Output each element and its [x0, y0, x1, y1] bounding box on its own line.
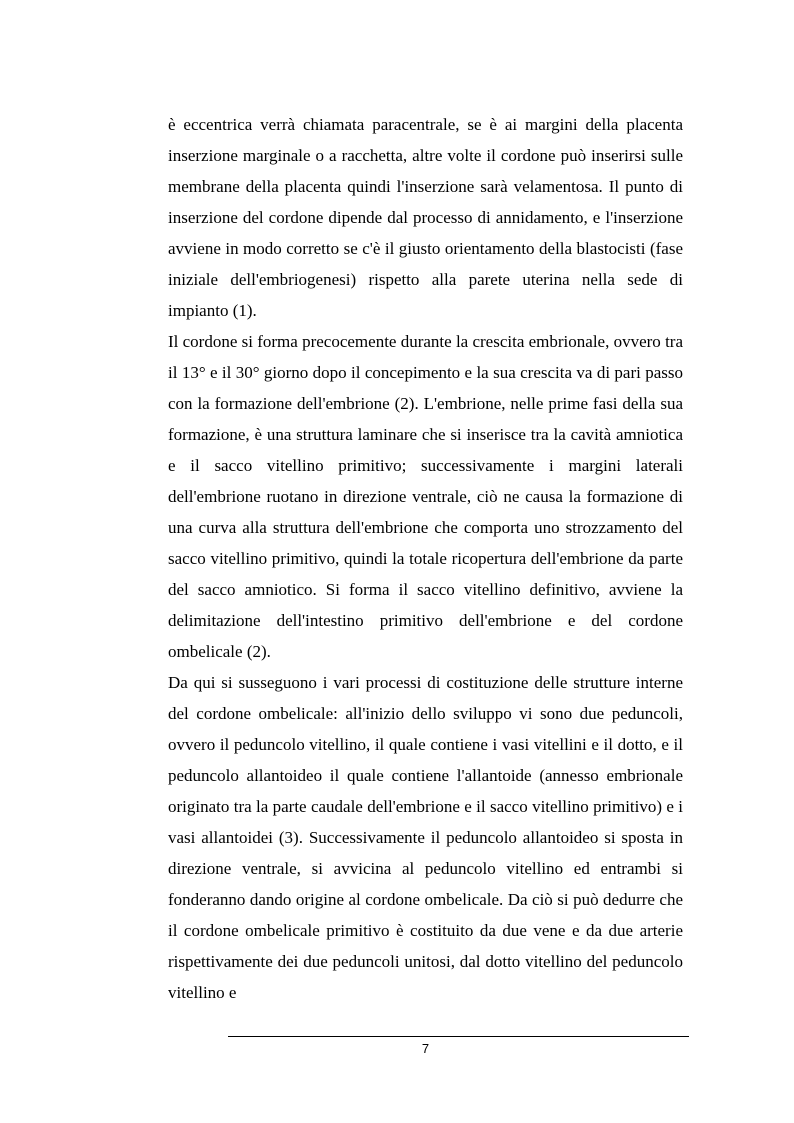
body-text	[168, 109, 683, 1008]
paragraph-internal-structures: Da qui si susseguono i vari processi di costituzione delle strutture interne del cordone ombelicale: all'inizio dello sviluppo vi sono due peduncoli, ovvero il peduncolo vitellino, il quale contiene i vasi vitellini e il dotto, e il peduncolo allantoideo il quale contiene l'allantoide (annesso embrionale originato tra la parte caudale dell'embrione e il sacco vitellino primitivo) e i vasi allantoidei (3). Successivamente il peduncolo allantoideo si sposta in direzione ventrale, si avvicina al peduncolo vitellino ed entrambi si fonderanno dando origine al cordone ombelicale. Da ciò si può dedurre che il cordone ombelicale primitivo è costituito da due vene e da due arterie rispettivamente dei due peduncoli unitosi, dal dotto vitellino del peduncolo vitellino e	[168, 673, 683, 1002]
footer-divider	[228, 1036, 689, 1037]
paragraph-cord-formation: Il cordone si forma precocemente durante la crescita embrionale, ovvero tra il 13° e il 30° giorno dopo il concepimento e la sua crescita va di pari passo con la formazione dell'embrione (2). L'embrione, nelle prime fasi della sua formazione, è una struttura laminare che si inserisce tra la cavità amniotica e il sacco vitellino primitivo; successivamente i margini laterali dell'embrione ruotano in direzione ventrale, ciò ne causa la formazione di una curva alla struttura dell'embrione che comporta uno strozzamento del sacco vitellino primitivo, quindi la totale ricopertura dell'embrione da parte del sacco amniotico. Si forma il sacco vitellino definitivo, avviene la delimitazione dell'intestino primitivo dell'embrione e del cordone ombelicale (2).	[168, 332, 683, 661]
page-number: 7	[421, 1041, 430, 1056]
paragraph-placenta-insertion: è eccentrica verrà chiamata paracentrale, se è ai margini della placenta inserzione marginale o a racchetta, altre volte il cordone può inserirsi sulle membrane della placenta quindi l'inserzione sarà velamentosa. Il punto di inserzione del cordone dipende dal processo di annidamento, e l'inserzione avviene in modo corretto se c'è il giusto orientamento della blastocisti (fase iniziale dell'embriogenesi) rispetto alla parete uterina nella sede di impianto (1).	[168, 115, 683, 320]
